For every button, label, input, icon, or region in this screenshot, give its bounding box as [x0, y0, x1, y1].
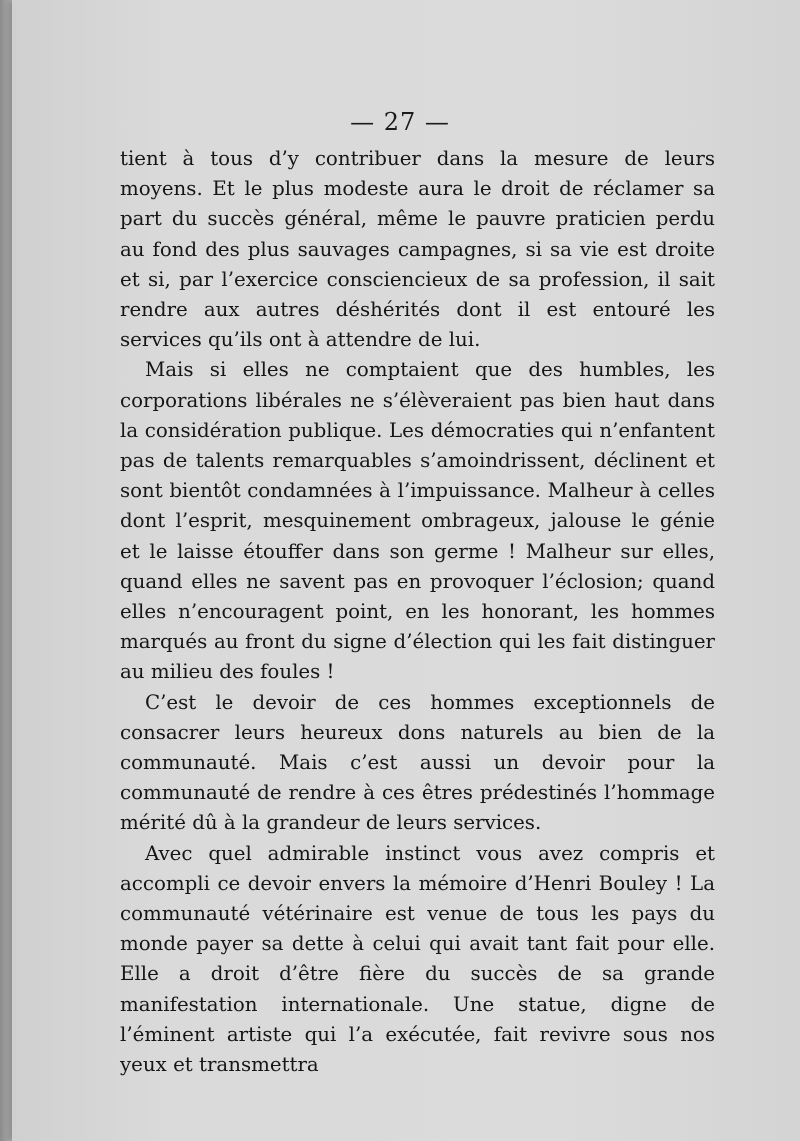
page-number: — 27 — — [350, 108, 450, 136]
paragraph-4: Avec quel admirable instinct vous avez compris et accompli ce devoir envers la mémoire d’Henri Bouley ! La communauté vétérinaire est venue de tous les pays du monde payer sa dette à celui qui avait tant fait pour elle. Elle a droit d’être fière du succès de sa grande manifestation internationale. Une statue, digne de l’éminent artiste qui l’a exécutée, fait revivre sous nos yeux et transmettra — [120, 841, 715, 1077]
paragraph-3: C’est le devoir de ces hommes exceptionnels de consacrer leurs heureux dons naturels au bien de la communauté. Mais c’est aussi un devoir pour la communauté de rendre à ces êtres prédestinés l’hommage mérité dû à la grandeur de leurs services. — [120, 690, 715, 835]
paragraph-1: tient à tous d’y contribuer dans la mesure de leurs moyens. Et le plus modeste aura le droit de réclamer sa part du succès général, même le pauvre praticien perdu au fond des plus sauvages campagnes, si sa vie est droite et si, par l’exercice consciencieux de sa profession, il sait rendre aux autres déshérités dont il est entouré les services qu’ils ont à attendre de lui. — [120, 147, 715, 352]
page-binding-edge — [0, 0, 12, 1141]
body-text — [120, 144, 715, 1080]
paragraph-2: Mais si elles ne comptaient que des humbles, les corporations libérales ne s’élèveraient pas bien haut dans la considération publique. Les démocraties qui n’enfantent pas de talents remarquables s’amoindrissent, déclinent et sont bientôt condamnées à l’impuissance. Malheur à celles dont l’esprit, mesquinement ombrageux, jalouse le génie et le laisse étouffer dans son germe ! Malheur sur elles, quand elles ne savent pas en provoquer l’éclosion; quand elles n’encouragent point, en les honorant, les hommes marqués au front du signe d’élection qui les fait distinguer au milieu des foules ! — [120, 358, 715, 684]
